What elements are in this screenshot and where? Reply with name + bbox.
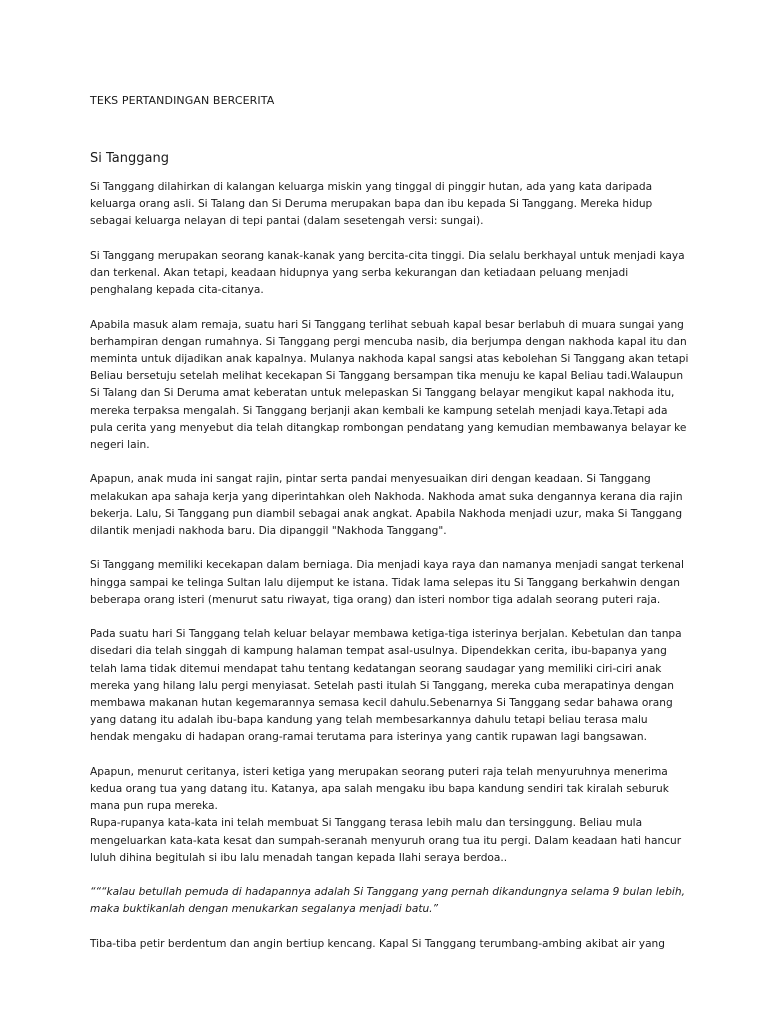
paragraph-5: Si Tanggang memiliki kecekapan dalam berniaga. Dia menjadi kaya raya dan namanya menjadi sangat terkenal hingga sampai ke telinga Sultan lalu dijemput ke istana. Tidak lama selepas itu Si Tanggang berkahwin dengan beberapa orang isteri (menurut satu riwayat, tiga orang) dan isteri nombor tiga adalah seorang puteri raja. — [90, 559, 684, 606]
paragraph-7: Apapun, menurut ceritanya, isteri ketiga yang merupakan seorang puteri raja telah menyuruhnya menerima kedua orang tua yang datang itu. Katanya, apa salah mengaku ibu bapa kandung sendiri tak kiralah seburuk mana pun rupa mereka. — [90, 765, 669, 813]
paragraph-3: Apabila masuk alam remaja, suatu hari Si Tanggang terlihat sebuah kapal besar berlabuh di muara sungai yang berhampiran dengan rumahnya. Si Tanggang pergi mencuba nasib, dia berjumpa dengan nakhoda kapal itu dan meminta untuk dijadikan anak kapalnya. Mulanya nakhoda kapal sangsi atas kebolehan Si Tanggang akan tetapi Beliau bersetuju setelah melihat kecekapan Si Tanggang bersampan tika menuju ke kapal Beliau tadi.Walaupun Si Talang dan Si Deruma amat keberatan untuk melepaskan Si Tanggang belayar mengikut kapal nakhoda itu, mereka terpaksa mengalah. Si Tanggang berjanji akan kembali ke kampung setelah menjadi kaya.Tetapi ada pula cerita yang menyebut dia telah ditangkap rombongan pendatang yang kemudian membawanya belayar ke negeri lain. — [90, 318, 689, 452]
document-heading: TEKS PERTANDINGAN BERCERITA — [90, 94, 275, 107]
paragraph-2: Si Tanggang merupakan seorang kanak-kanak yang bercita-cita tinggi. Dia selalu berkhayal untuk menjadi kaya dan terkenal. Akan tetapi, keadaan hidupnya yang serba kekurangan dan ketiadaan peluang menjadi penghalang kepada cita-citanya. — [90, 249, 685, 297]
paragraph-8: Rupa-rupanya kata-kata ini telah membuat Si Tanggang terasa lebih malu dan tersinggung. Beliau mula mengeluarkan kata-kata kesat dan sumpah-seranah menyuruh orang tua itu pergi. Dalam keadaan hati hancur luluh dihina begitulah si ibu lalu menadah tangan kepada Ilahi seraya berdoa.. — [90, 817, 682, 864]
story-title: Si Tanggang — [90, 151, 169, 166]
paragraph-4: Apapun, anak muda ini sangat rajin, pintar serta pandai menyesuaikan diri dengan keadaan. Si Tanggang melakukan apa sahaja kerja yang diperintahkan oleh Nakhoda. Nakhoda amat suka dengannya kerana dia rajin bekerja. Lalu, Si Tanggang pun diambil sebagai anak angkat. Apabila Nakhoda menjadi uzur, maka Si Tanggang dilantik menjadi nakhoda baru. Dia dipanggil "Nakhoda Tanggang". — [90, 473, 683, 538]
paragraph-10: Tiba-tiba petir berdentum dan angin bertiup kencang. Kapal Si Tanggang terumbang-ambing akibat air yang — [90, 937, 665, 950]
paragraph-1: Si Tanggang dilahirkan di kalangan keluarga miskin yang tinggal di pinggir hutan, ada yang kata daripada keluarga orang asli. Si Talang dan Si Deruma merupakan bapa dan ibu kepada Si Tanggang. Mereka hidup sebagai keluarga nelayan di tepi pantai (dalam sesetengah versi: sungai). — [90, 181, 653, 228]
paragraph-6: Pada suatu hari Si Tanggang telah keluar belayar membawa ketiga-tiga isterinya berjalan. Kebetulan dan tanpa disedari dia telah singgah di kampung halaman tempat asal-usulnya. Dipendekkan cerita, ibu-bapanya yang telah lama tidak ditemui mendapat tahu tentang kedatangan seorang saudagar yang memiliki ciri-ciri anak mereka yang hilang lalu pergi menyiasat. Setelah pasti itulah Si Tanggang, mereka cuba merapatinya dengan membawa makanan hutan kegemarannya semasa kecil dahulu.Sebenarnya Si Tanggang sedar bahawa orang yang datang itu adalah ibu-bapa kandung yang telah membesarkannya dahulu tetapi beliau terasa malu hendak mengaku di hadapan orang-ramai terutama para isterinya yang cantik rupawan lagi bangsawan. — [90, 628, 682, 744]
prayer-quote: “““kalau betullah pemuda di hadapannya adalah Si Tanggang yang pernah dikandungnya selama 9 bulan lebih, maka buktikanlah dengan menukarkan segalanya menjadi batu.” — [90, 886, 685, 916]
story-body — [90, 179, 690, 970]
